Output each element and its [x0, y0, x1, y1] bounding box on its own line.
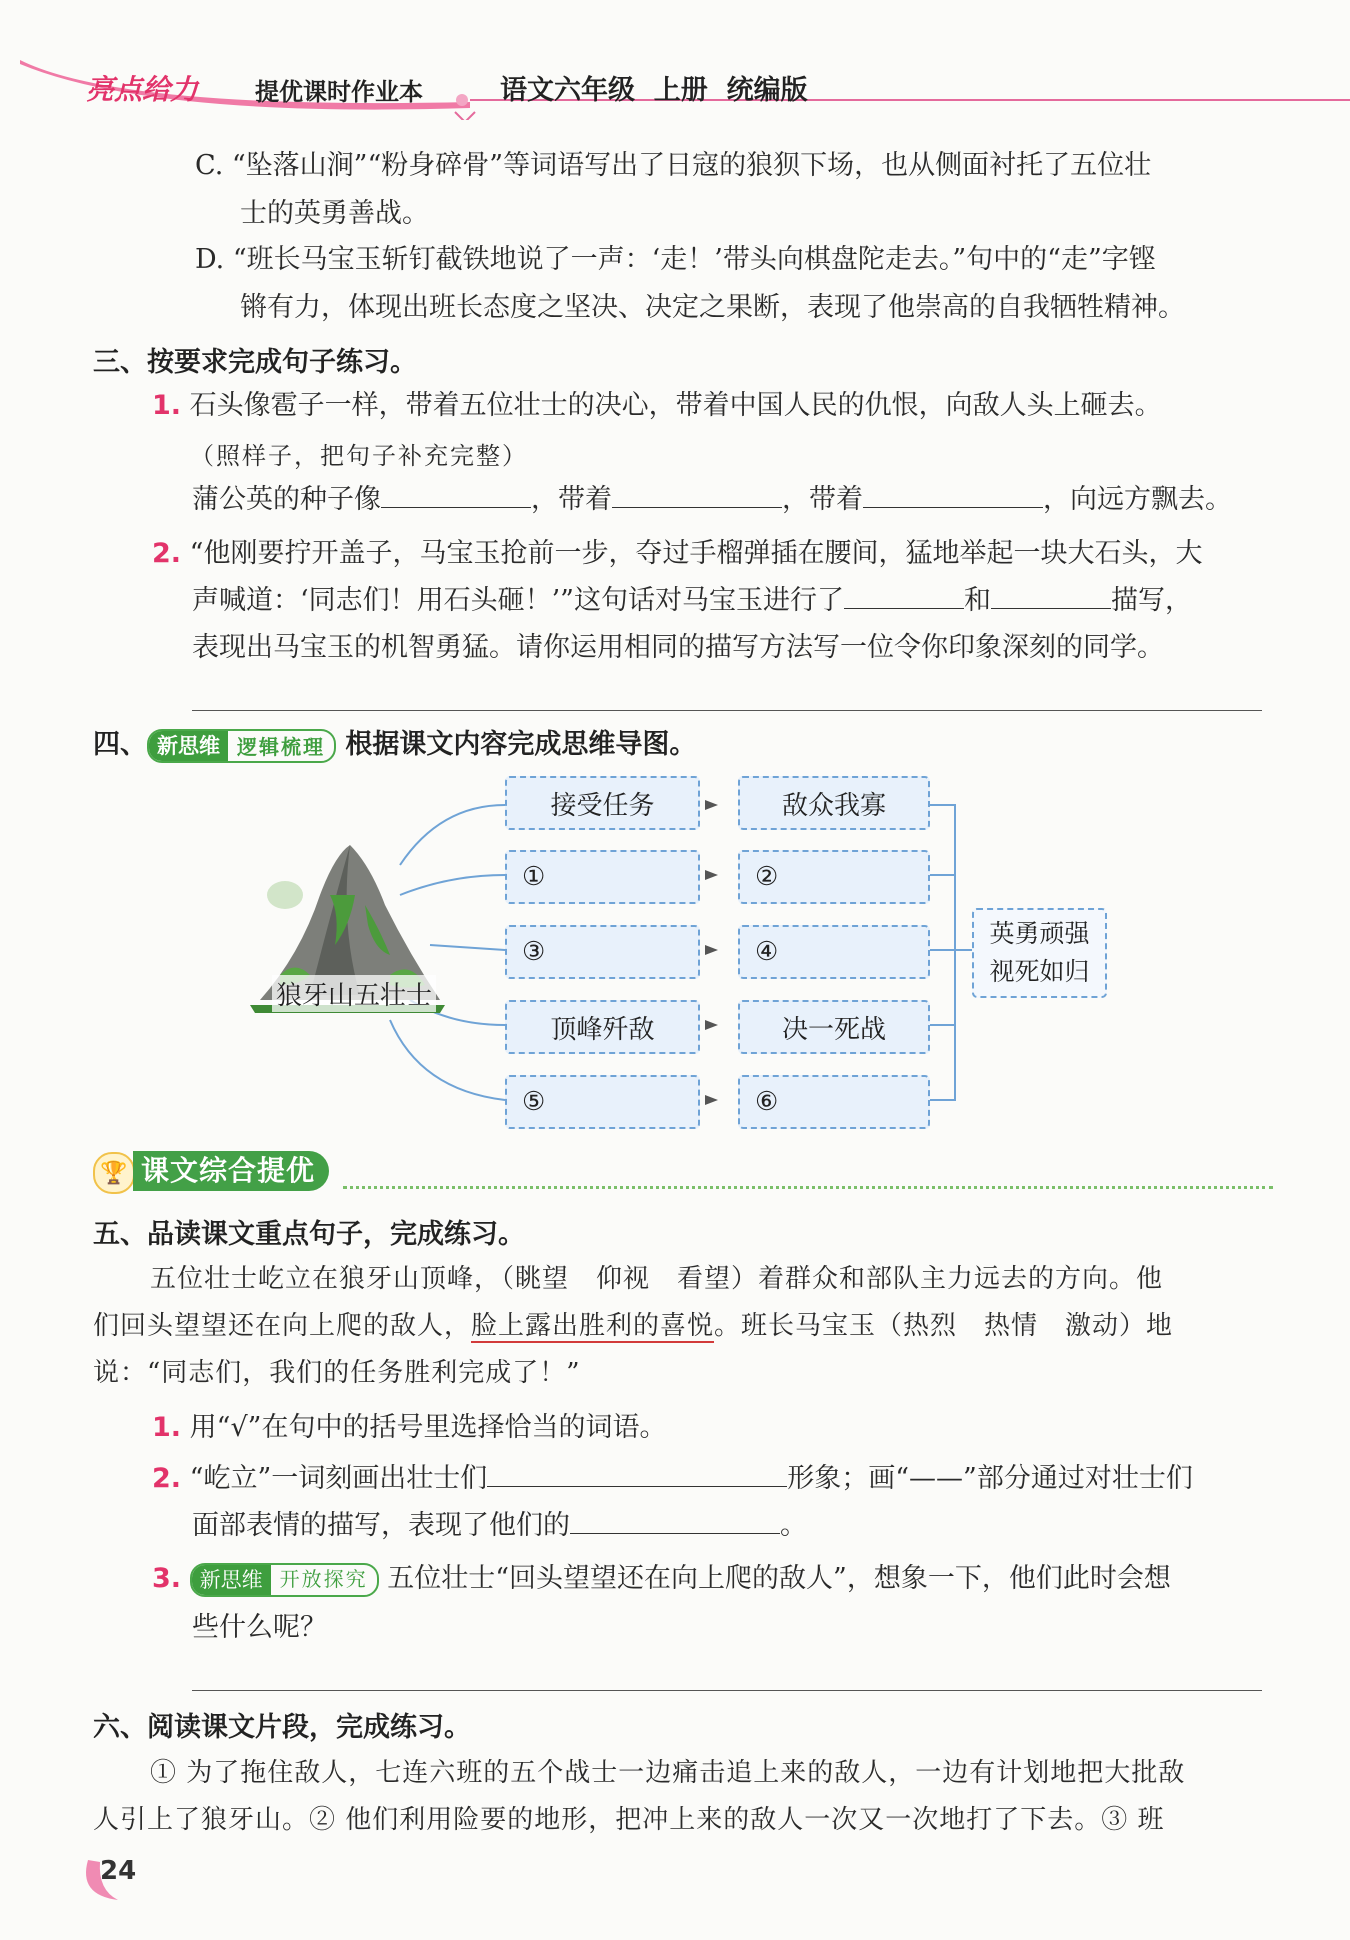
s5-q2-text-b: 形象；画“——”部分通过对壮士们	[787, 1463, 1193, 1494]
mindmap-result-box	[972, 908, 1107, 998]
option-c-cont: 士的英勇善战。	[240, 198, 429, 229]
s5-q3-tag	[190, 1563, 379, 1597]
s5-q3-number: 3.	[152, 1563, 182, 1594]
section-banner	[93, 1148, 1273, 1194]
s3-q1-part-a: 蒲公英的种子像	[192, 484, 381, 515]
s3-q1	[152, 382, 1272, 429]
s5-q3-text-a: 五位壮士“回头望望还在向上爬的敌人”，想象一下，他们此时会想	[387, 1563, 1171, 1594]
s6-passage-line-1: ① 为了拖住敌人，七连六班的五个战士一边痛击追上来的敌人，一边有计划地把大批敌	[150, 1758, 1186, 1788]
s5-q3-tag-sub: 开放探究	[279, 1567, 368, 1591]
s5-q1-text: 用“√”在句中的括号里选择恰当的词语。	[189, 1412, 667, 1443]
mindmap-result-line-2: 视死如归	[989, 957, 1090, 986]
header-course: 语文六年级 上册 统编版	[500, 75, 808, 106]
s5-q3	[152, 1555, 1171, 1602]
s3-q2-line3: 表现出马宝玉的机智勇猛。请你运用相同的描写方法写一位令你印象深刻的同学。	[192, 632, 1164, 663]
page-header	[0, 40, 1350, 120]
page-number: 24	[100, 1856, 137, 1886]
s3-q2-text-1: “他刚要拧开盖子，马宝玉抢前一步，夺过手榴弹插在腰间，猛地举起一块大石头，大	[189, 538, 1203, 569]
option-d-text-1: “班长马宝玉斩钉截铁地说了一声：‘走！’带头向棋盘陀走去。”句中的“走”字铿	[232, 244, 1156, 275]
s5-q2-number: 2.	[152, 1463, 182, 1494]
s3-q1-part-d: ，向远方飘去。	[1043, 484, 1232, 515]
s5-q2-line2	[192, 1502, 807, 1549]
mindmap-box-2-2[interactable]: ②	[738, 850, 930, 904]
s3-q2-number: 2.	[152, 538, 182, 569]
s3-q2-text-2b: 和	[963, 585, 991, 616]
s3-q1-blank-3[interactable]	[863, 481, 1043, 508]
s5-q3-tag-main: 新思维	[192, 1565, 271, 1595]
section-5-title: 五、品读课文重点句子，完成练习。	[93, 1219, 525, 1250]
s5-passage-2a: 们回头望望还在向上爬的敌人，	[93, 1311, 472, 1341]
option-d	[195, 236, 1275, 283]
s3-q2-blank-1[interactable]	[844, 582, 964, 609]
mindmap-center-label: 狼牙山五壮士	[272, 975, 436, 1012]
option-c-text-1: “坠落山涧”“粉身碎骨”等词语写出了日寇的狼狈下场，也从侧面衬托了五位壮	[231, 150, 1152, 181]
option-c-label: C.	[195, 150, 224, 181]
s3-q2-text-2c: 描写，	[1110, 585, 1192, 616]
mindmap-box-1-2[interactable]: ①	[505, 850, 700, 904]
s5-q2-text-c: 面部表情的描写，表现了他们的	[192, 1510, 570, 1541]
s3-q2	[152, 530, 1272, 577]
s5-q2-text-d: 。	[780, 1510, 807, 1541]
s3-q1-text: 石头像雹子一样，带着五位壮士的决心，带着中国人民的仇恨，向敌人头上砸去。	[189, 390, 1162, 421]
banner-title: 课文综合提优	[133, 1151, 329, 1191]
header-brand: 亮点给力	[86, 73, 199, 106]
s3-q1-blank-1[interactable]	[381, 481, 531, 508]
option-d-cont: 锵有力，体现出班长态度之坚决、决定之果断，表现了他崇高的自我牺牲精神。	[240, 292, 1185, 323]
s5-q3-text-b: 些什么呢？	[192, 1612, 327, 1643]
s3-q1-part-c: ，带着	[782, 484, 863, 515]
s3-q1-hint: （照样子，把句子补充完整）	[190, 442, 528, 470]
s5-underlined-phrase: 脸上露出胜利的喜悦	[471, 1311, 715, 1341]
mindmap-box-2-3[interactable]: ④	[738, 925, 930, 979]
mindmap-box-2-1: 敌众我寡	[738, 776, 930, 830]
section-4-tag	[147, 729, 336, 763]
option-d-label: D.	[195, 244, 225, 275]
s3-q2-blank-2[interactable]	[991, 582, 1111, 609]
section-4-prefix: 四、	[93, 729, 147, 760]
s3-q2-line2	[192, 577, 1192, 624]
s5-passage-line-1: 五位壮士屹立在狼牙山顶峰，（眺望 仰视 看望）着群众和部队主力远去的方向。他	[150, 1264, 1164, 1294]
s5-q2-text-a: “屹立”一词刻画出壮士们	[189, 1463, 488, 1494]
s3-q2-answer-line[interactable]	[192, 710, 1262, 711]
section-3-title: 三、按要求完成句子练习。	[93, 347, 417, 378]
section-4-title: 根据课文内容完成思维导图。	[345, 729, 697, 760]
mindmap-box-2-4: 决一死战	[738, 1000, 930, 1054]
s5-q1	[152, 1404, 666, 1451]
mindmap-box-1-4: 顶峰歼敌	[505, 1000, 700, 1054]
header-subtitle: 提优课时作业本	[255, 78, 423, 106]
s5-q2	[152, 1455, 1193, 1502]
mindmap-result-line-1: 英勇顽强	[989, 919, 1090, 948]
s3-q1-blank-2[interactable]	[612, 481, 782, 508]
s3-q1-part-b: ，带着	[531, 484, 612, 515]
s3-q1-number: 1.	[152, 390, 182, 421]
s5-q2-blank-2[interactable]	[570, 1507, 780, 1534]
s6-passage-line-2: 人引上了狼牙山。② 他们利用险要的地形，把冲上来的敌人一次又一次地打了下去。③ 班	[93, 1805, 1165, 1835]
s5-q3-answer-line[interactable]	[192, 1690, 1262, 1691]
section-4-tag-sub: 逻辑梳理	[237, 735, 325, 759]
banner-dotted-rule	[343, 1186, 1273, 1189]
option-c	[195, 142, 1275, 189]
mindmap-box-1-3[interactable]: ③	[505, 925, 700, 979]
mindmap-box-1-1: 接受任务	[505, 776, 700, 830]
s5-q2-blank-1[interactable]	[487, 1460, 787, 1487]
section-6-title: 六、阅读课文片段，完成练习。	[93, 1712, 471, 1743]
s5-q1-number: 1.	[152, 1412, 182, 1443]
s3-q2-text-2a: 声喊道：‘同志们！用石头砸！’”这句话对马宝玉进行了	[192, 585, 844, 616]
section-4-tag-main: 新思维	[149, 731, 228, 761]
s5-passage-line-3: 说：“同志们，我们的任务胜利完成了！”	[93, 1358, 581, 1388]
mindmap-box-1-5[interactable]: ⑤	[505, 1075, 700, 1129]
s3-q1-answer-row	[192, 476, 1232, 523]
trophy-icon: 🏆	[93, 1152, 135, 1194]
section-4-header	[93, 722, 696, 763]
s5-passage-2c: 。班长马宝玉（热烈 热情 激动）地	[714, 1311, 1174, 1341]
s5-passage-line-2	[93, 1303, 1173, 1350]
mindmap-box-2-5[interactable]: ⑥	[738, 1075, 930, 1129]
